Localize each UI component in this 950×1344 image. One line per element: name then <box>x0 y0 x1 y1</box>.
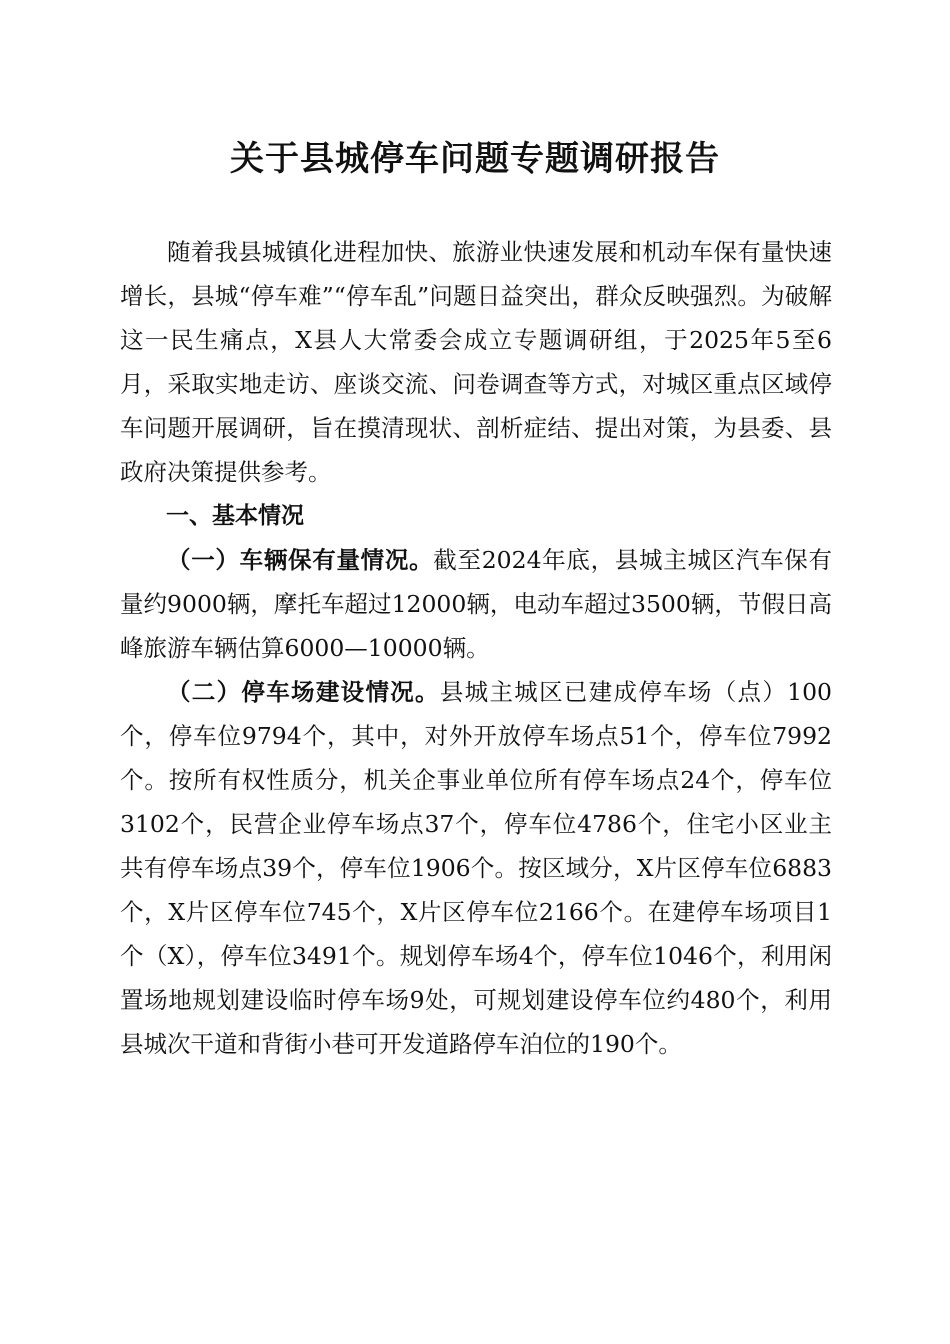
document-body <box>120 230 832 1066</box>
subsection-parking-construction <box>120 670 832 1066</box>
subsection-text: 县城主城区已建成停车场（点）100个，停车位9794个，其中，对外开放停车场点51个，停车位7992个。按所有权性质分，机关企事业单位所有停车场点24个，停车位3102个，民营企业停车场点37个，停车位4786个，住宅小区业主共有停车场点39个，停车位1906个。按区域分，X片区停车位6883个，X片区停车位745个，X片区停车位2166个。在建停车场项目1个（X），停车位3491个。规划停车场4个，停车位1046个，利用闲置场地规划建设临时停车场9处，可规划建设停车位约480个，利用县城次干道和背街小巷可开发道路停车泊位的190个。 <box>120 678 833 1058</box>
subsection-lead: （一）车辆保有量情况。 <box>167 546 434 574</box>
subsection-text: 截至2024年底，县城主城区汽车保有量约9000辆，摩托车超过12000辆，电动车超过3500辆，节假日高峰旅游车辆估算6000—10000辆。 <box>120 546 833 662</box>
section-heading-basic-situation: 一、基本情况 <box>166 503 304 529</box>
document-title: 关于县城停车问题专题调研报告 <box>230 139 720 179</box>
subsection-lead: （二）停车场建设情况。 <box>167 678 440 706</box>
intro-paragraph: 随着我县城镇化进程加快、旅游业快速发展和机动车保有量快速增长，县城“停车难”“停车乱”问题日益突出，群众反映强烈。为破解这一民生痛点，X县人大常委会成立专题调研组，于2025年5至6月，采取实地走访、座谈交流、问卷调查等方式，对城区重点区域停车问题开展调研，旨在摸清现状、剖析症结、提出对策，为县委、县政府决策提供参考。 <box>120 238 832 486</box>
subsection-vehicle-ownership <box>120 538 832 670</box>
